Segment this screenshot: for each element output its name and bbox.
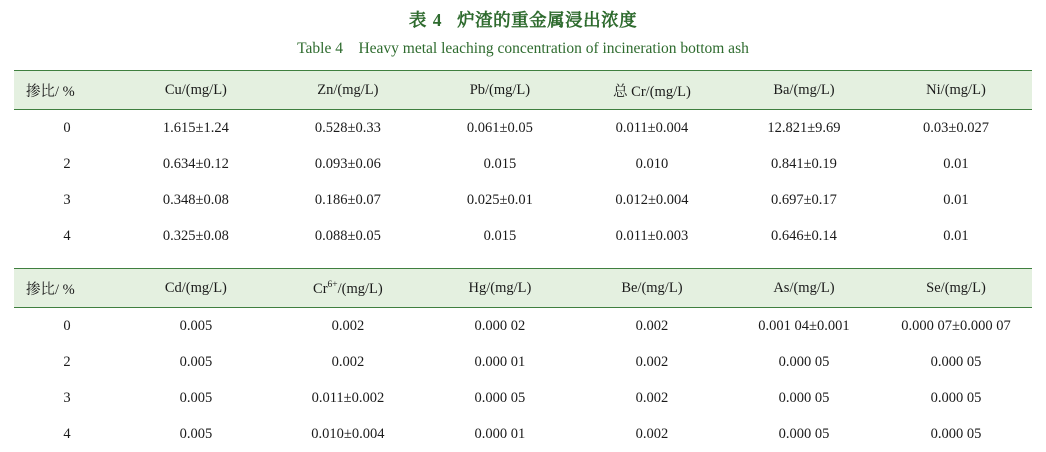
upper-table-head	[14, 71, 1032, 110]
cell-hg: 0.000 01	[424, 416, 576, 452]
table-row	[14, 146, 1032, 182]
cell-pb: 0.025±0.01	[424, 182, 576, 218]
cell-zn: 0.093±0.06	[272, 146, 424, 182]
lower-header-se: Se/(mg/L)	[880, 269, 1032, 308]
cell-cu: 0.325±0.08	[120, 218, 272, 254]
cell-cr-total: 0.011±0.004	[576, 110, 728, 147]
cell-cd: 0.005	[120, 308, 272, 345]
cell-cr-total: 0.012±0.004	[576, 182, 728, 218]
lower-header-hg: Hg/(mg/L)	[424, 269, 576, 308]
lower-header-row	[14, 269, 1032, 308]
cell-ni: 0.01	[880, 182, 1032, 218]
cell-ni: 0.03±0.027	[880, 110, 1032, 147]
cell-ba: 0.646±0.14	[728, 218, 880, 254]
cell-pb: 0.015	[424, 146, 576, 182]
upper-header-ratio: 掺比/ %	[14, 71, 120, 110]
table-row	[14, 344, 1032, 380]
cell-zn: 0.088±0.05	[272, 218, 424, 254]
cell-as: 0.001 04±0.001	[728, 308, 880, 345]
cell-cu: 0.634±0.12	[120, 146, 272, 182]
cell-be: 0.002	[576, 416, 728, 452]
lower-header-cr6-sup: 6+	[328, 280, 338, 290]
heavy-metal-table-lower	[14, 268, 1032, 452]
lower-header-ratio: 掺比/ %	[14, 269, 120, 308]
cell-be: 0.002	[576, 308, 728, 345]
table-divider-gap	[14, 254, 1032, 262]
cell-cu: 0.348±0.08	[120, 182, 272, 218]
cell-as: 0.000 05	[728, 380, 880, 416]
cell-cr6: 0.002	[272, 344, 424, 380]
table-row	[14, 182, 1032, 218]
cell-ni: 0.01	[880, 218, 1032, 254]
cell-zn: 0.186±0.07	[272, 182, 424, 218]
upper-table-wrapper	[14, 70, 1032, 254]
cell-cd: 0.005	[120, 380, 272, 416]
lower-header-be: Be/(mg/L)	[576, 269, 728, 308]
table-title-chinese-text: 炉渣的重金属浸出浓度	[457, 10, 637, 30]
cell-ratio: 0	[14, 308, 120, 345]
cell-cr-total: 0.011±0.003	[576, 218, 728, 254]
table-title-chinese	[14, 6, 1032, 34]
upper-header-ni: Ni/(mg/L)	[880, 71, 1032, 110]
cell-ratio: 0	[14, 110, 120, 147]
cell-ratio: 4	[14, 218, 120, 254]
table-title-english-label: Table 4	[297, 40, 343, 57]
upper-header-row	[14, 71, 1032, 110]
cell-ni: 0.01	[880, 146, 1032, 182]
lower-header-as: As/(mg/L)	[728, 269, 880, 308]
table-row	[14, 380, 1032, 416]
cell-se: 0.000 07±0.000 07	[880, 308, 1032, 345]
table-row	[14, 218, 1032, 254]
upper-header-cu: Cu/(mg/L)	[120, 71, 272, 110]
cell-ratio: 3	[14, 380, 120, 416]
upper-header-ba: Ba/(mg/L)	[728, 71, 880, 110]
cell-cr6: 0.011±0.002	[272, 380, 424, 416]
lower-header-cr6-base: Cr	[313, 280, 328, 296]
cell-cr6: 0.002	[272, 308, 424, 345]
cell-ratio: 2	[14, 146, 120, 182]
cell-zn: 0.528±0.33	[272, 110, 424, 147]
cell-hg: 0.000 01	[424, 344, 576, 380]
cell-pb: 0.015	[424, 218, 576, 254]
upper-table-body	[14, 110, 1032, 255]
cell-cd: 0.005	[120, 416, 272, 452]
cell-as: 0.000 05	[728, 416, 880, 452]
cell-cu: 1.615±1.24	[120, 110, 272, 147]
upper-header-pb: Pb/(mg/L)	[424, 71, 576, 110]
lower-table-wrapper	[14, 268, 1032, 452]
cell-hg: 0.000 02	[424, 308, 576, 345]
lower-header-cd: Cd/(mg/L)	[120, 269, 272, 308]
cell-se: 0.000 05	[880, 380, 1032, 416]
table-title-english-text: Heavy metal leaching concentration of incineration bottom ash	[358, 40, 748, 57]
lower-header-cr6-tail: /(mg/L)	[338, 280, 383, 296]
upper-header-cr-total: 总 Cr/(mg/L)	[576, 71, 728, 110]
cell-be: 0.002	[576, 344, 728, 380]
cell-se: 0.000 05	[880, 344, 1032, 380]
cell-ratio: 3	[14, 182, 120, 218]
lower-header-cr6	[272, 269, 424, 308]
table-row	[14, 308, 1032, 345]
lower-table-head	[14, 269, 1032, 308]
cell-ba: 0.697±0.17	[728, 182, 880, 218]
table-row	[14, 416, 1032, 452]
cell-cd: 0.005	[120, 344, 272, 380]
cell-ratio: 4	[14, 416, 120, 452]
table-title-english	[14, 34, 1032, 64]
cell-hg: 0.000 05	[424, 380, 576, 416]
cell-ba: 0.841±0.19	[728, 146, 880, 182]
cell-ratio: 2	[14, 344, 120, 380]
cell-cr6: 0.010±0.004	[272, 416, 424, 452]
cell-ba: 12.821±9.69	[728, 110, 880, 147]
cell-pb: 0.061±0.05	[424, 110, 576, 147]
upper-header-zn: Zn/(mg/L)	[272, 71, 424, 110]
lower-table-body	[14, 308, 1032, 452]
cell-cr-total: 0.010	[576, 146, 728, 182]
cell-as: 0.000 05	[728, 344, 880, 380]
cell-be: 0.002	[576, 380, 728, 416]
cell-se: 0.000 05	[880, 416, 1032, 452]
table-title-chinese-label: 表 4	[409, 10, 443, 30]
heavy-metal-table-upper	[14, 70, 1032, 254]
table-row	[14, 110, 1032, 147]
